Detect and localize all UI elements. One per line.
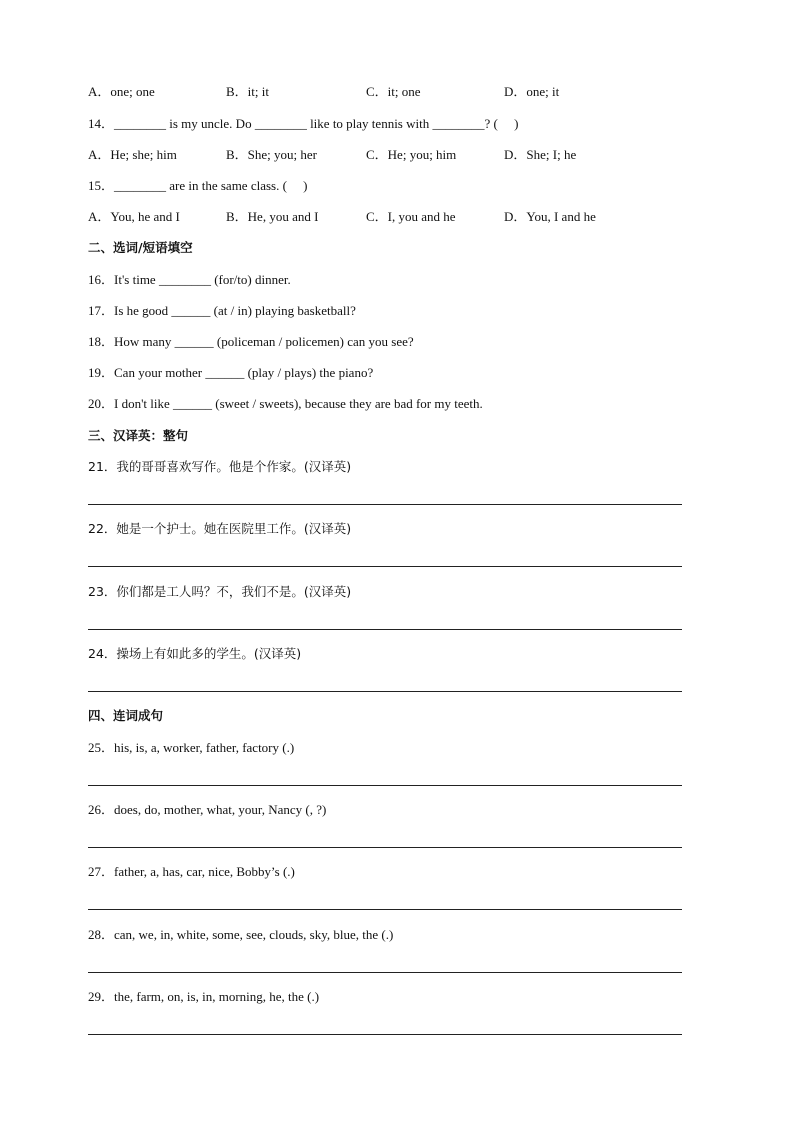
q14-option-d[interactable]: D．She; I; he (504, 147, 577, 162)
answer-line-21[interactable] (88, 504, 682, 505)
question-26: 26．does, do, mother, what, your, Nancy (, ?) (88, 802, 327, 817)
section-4-heading: 四、连词成句 (88, 708, 164, 723)
q13-option-a[interactable]: A．one; one (88, 84, 155, 99)
question-21: 21．我的哥哥喜欢写作。他是个作家。(汉译英) (88, 459, 352, 474)
question-16: 16．It's time ________ (for/to) dinner. (88, 272, 291, 287)
question-24: 24．操场上有如此多的学生。(汉译英) (88, 646, 302, 661)
q13-option-d[interactable]: D．one; it (504, 84, 560, 99)
answer-line-24[interactable] (88, 691, 682, 692)
answer-line-25[interactable] (88, 785, 682, 786)
answer-line-29[interactable] (88, 1034, 682, 1035)
answer-line-28[interactable] (88, 972, 682, 973)
q14-option-a[interactable]: A．He; she; him (88, 147, 177, 162)
q15-option-d[interactable]: D．You, I and he (504, 209, 596, 224)
question-27: 27．father, a, has, car, nice, Bobby’s (.) (88, 864, 295, 879)
question-29: 29．the, farm, on, is, in, morning, he, the (.) (88, 989, 320, 1004)
q13-option-c[interactable]: C．it; one (366, 84, 421, 99)
q15-option-c[interactable]: C．I, you and he (366, 209, 456, 224)
question-14: 14．________ is my uncle. Do ________ like to play tennis with ________? ( ) (88, 116, 519, 131)
question-18: 18．How many ______ (policeman / policemen) can you see? (88, 334, 414, 349)
question-15: 15．________ are in the same class. ( ) (88, 178, 308, 193)
q14-option-b[interactable]: B．She; you; her (226, 147, 317, 162)
answer-line-23[interactable] (88, 629, 682, 630)
answer-line-27[interactable] (88, 909, 682, 910)
section-2-heading: 二、选词/短语填空 (88, 240, 193, 255)
answer-line-22[interactable] (88, 566, 682, 567)
question-28: 28．can, we, in, white, some, see, clouds, sky, blue, the (.) (88, 927, 394, 942)
question-25: 25．his, is, a, worker, father, factory (.) (88, 740, 295, 755)
question-20: 20．I don't like ______ (sweet / sweets), because they are bad for my teeth. (88, 396, 483, 411)
section-3-heading: 三、汉译英：整句 (88, 428, 189, 443)
q15-option-a[interactable]: A．You, he and I (88, 209, 180, 224)
question-23: 23．你们都是工人吗？不，我们不是。(汉译英) (88, 584, 352, 599)
question-19: 19．Can your mother ______ (play / plays) the piano? (88, 365, 374, 380)
q15-option-b[interactable]: B．He, you and I (226, 209, 319, 224)
q14-option-c[interactable]: C．He; you; him (366, 147, 457, 162)
answer-line-26[interactable] (88, 847, 682, 848)
question-22: 22．她是一个护士。她在医院里工作。(汉译英) (88, 521, 352, 536)
question-17: 17．Is he good ______ (at / in) playing basketball? (88, 303, 356, 318)
q13-option-b[interactable]: B．it; it (226, 84, 269, 99)
